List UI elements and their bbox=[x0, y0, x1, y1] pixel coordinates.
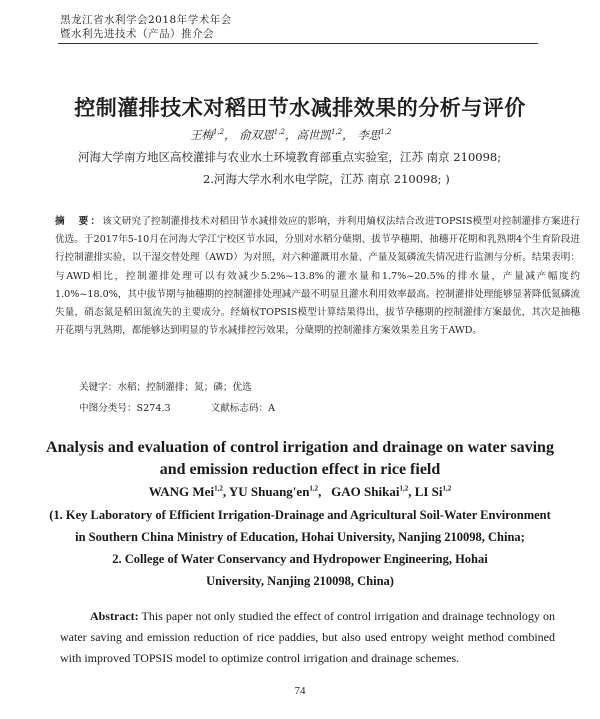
affiliation-en-2: in Southern China Ministry of Education, Hohai University, Nanjing 210098, China; bbox=[75, 530, 525, 544]
paper-title-en-line1: Analysis and evaluation of control irrigation and drainage on water saving bbox=[46, 439, 554, 456]
author-cn-4: 李思 bbox=[357, 128, 381, 142]
keywords-cn: 关键字：水稻；控制灌排；氮；磷；优选 bbox=[79, 382, 252, 393]
author-cn-3: 高世凯 bbox=[296, 128, 331, 142]
author-cn-1-sup: 1,2 bbox=[213, 128, 225, 137]
paper-title-en-line2: and emission reduction effect in rice field bbox=[159, 461, 441, 478]
author-cn-3-sup: 1,2 bbox=[330, 128, 343, 137]
document-code-cn: 文献标志码：A bbox=[210, 403, 276, 414]
abstract-en-label: Abstract: bbox=[90, 609, 139, 623]
author-en-3: GAO Shikai bbox=[331, 484, 400, 499]
author-en-3-sup: 1,2 bbox=[399, 484, 409, 493]
affiliation-en-1: (1. Key Laboratory of Efficient Irrigation-Drainage and Agricultural Soil-Water Environment bbox=[49, 508, 551, 522]
abstract-cn-label: 摘 要： bbox=[55, 216, 103, 227]
classification-line bbox=[79, 400, 275, 414]
authors-en: WANG Mei$^{1,2}$, YU Shuang'en$^{1,2}$, GAO Shikai$^{1,2}$, LI Si$^{1,2}$ bbox=[148, 484, 452, 499]
author-en-1-sup: 1,2 bbox=[214, 484, 223, 493]
author-en-2-sup: 1,2 bbox=[309, 484, 319, 493]
header-rule bbox=[58, 43, 538, 44]
paper-title-cn: 控制灌排技术对稻田节水减排效果的分析与评价 bbox=[74, 95, 526, 120]
author-cn-4-sup: 1,2 bbox=[380, 128, 392, 137]
affiliation-cn-1: 河海大学南方地区高校灌排与农业水土环境教育部重点实验室，江苏 南京 210098; bbox=[78, 150, 502, 164]
abstract-cn bbox=[55, 213, 580, 340]
author-en-4: LI Si bbox=[414, 484, 443, 499]
author-cn-1: 王梅 bbox=[190, 128, 213, 142]
class-number-cn: 中图分类号：S274.3 bbox=[79, 403, 171, 414]
authors-cn: 王梅$^{1,2}$， 俞双恩$^{1,2}$，高世凯$^{1,2}$， 李思$^{1,2}$ bbox=[190, 128, 392, 142]
running-header-line1: 黑龙江省水利学会2018年学术年会 bbox=[60, 14, 232, 26]
page-number: 74 bbox=[294, 685, 306, 697]
abstract-en bbox=[60, 606, 555, 669]
author-en-1: WANG Mei bbox=[148, 484, 215, 499]
author-cn-2-sup: 1,2 bbox=[273, 128, 285, 137]
affiliation-cn-2: 2.河海大学水利水电学院，江苏 南京 210098; ) bbox=[203, 172, 450, 186]
author-en-4-sup: 1,2 bbox=[442, 484, 452, 493]
affiliation-en-4: University, Nanjing 210098, China) bbox=[206, 574, 394, 588]
author-cn-2: 俞双恩 bbox=[239, 128, 274, 142]
author-en-2: YU Shuang'en bbox=[228, 484, 310, 499]
running-header-line2: 暨水利先进技术（产品）推介会 bbox=[60, 28, 214, 40]
affiliation-en-3: 2. College of Water Conservancy and Hydropower Engineering, Hohai bbox=[112, 552, 488, 566]
abstract-cn-text: 该文研究了控制灌排技术对稻田节水减排效应的影响，并利用熵权法结合改进TOPSIS模型对控制灌排方案进行优选。于2017年5-10月在河海大学江宁校区节水园，分别对水稻分蘖期、拔节孕穗期、抽穗开花期和乳熟期4个生育阶段进行控制灌排实验，以干湿交替处理（AWD）为对照，对六种灌溉用水量、产量及氮磷流失情况进行监测与分析。结果表明：与AWD相比，控制灌排处理可以有效减少5.2%~13.8%的灌水量和1.7%~20.5%的排水量，产量减产幅度约1.0%~18.0%，其中拔节期与抽穗期的控制灌排处理减产最不明显且灌水利用效率最高。控制灌排处理能够显著降低氮磷流失量，硝态氮是稻田氮流失的主要成分。经熵权TOPSIS模型计算结果得出，拔节孕穗期的控制灌排方案最优，其次是抽穗开花期与乳熟期，都能够达到明显的节水减排控污效果，分蘖期的控制灌排方案效果差且劣于AWD。 bbox=[55, 216, 581, 337]
abstract-en-text: This paper not only studied the effect of control irrigation and drainage technology on water saving and emission reduction of rice paddies, but also used entropy weight method combined with improved TOPSIS model to optimize control irrigation and drainage schemes. bbox=[60, 609, 555, 665]
